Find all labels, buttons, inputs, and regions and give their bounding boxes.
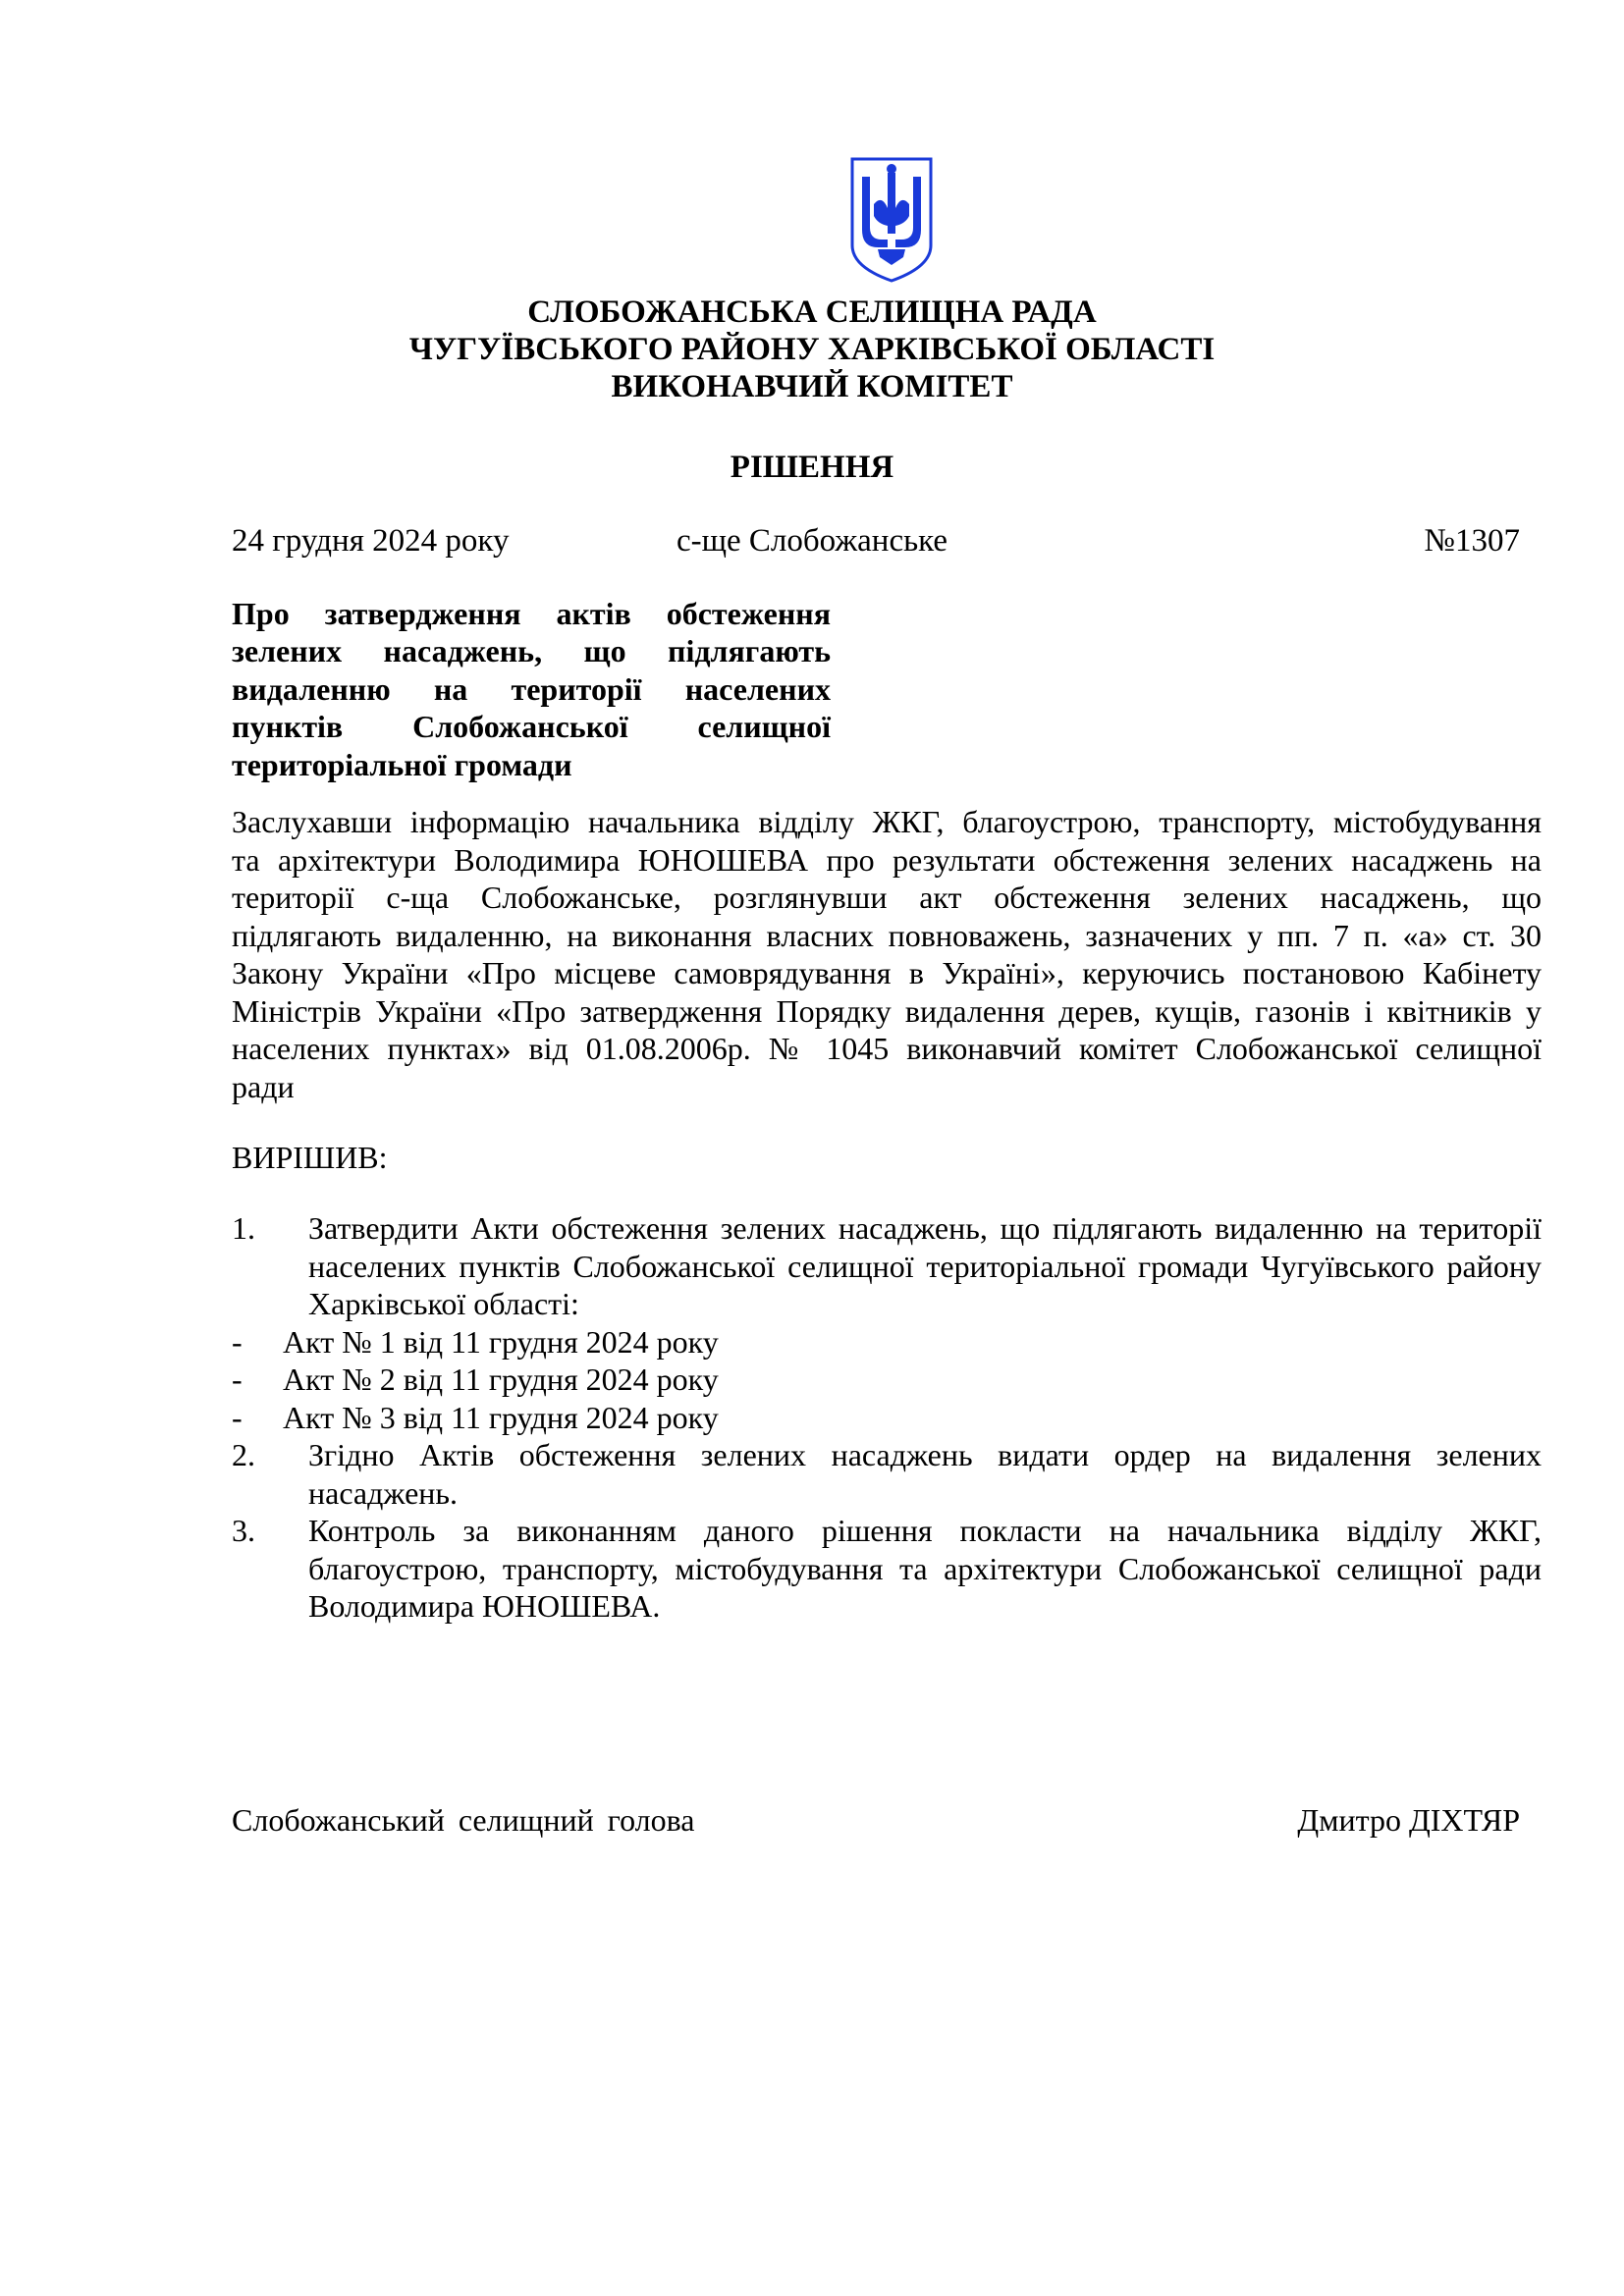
preamble-line: підлягають видаленню, на виконання власних повноважень, зазначених у пп. 7 п. «а» ст. 30 (232, 917, 1542, 953)
sub-item: - Акт № 1 від 11 грудня 2024 року (232, 1323, 719, 1360)
subject-line: видаленню на території населених (232, 670, 831, 707)
item-line: Харківської області: (308, 1286, 579, 1321)
signature-name: Дмитро ДІХТЯР (1297, 1802, 1520, 1838)
sub-item-text: Акт № 1 від 11 грудня 2024 року (283, 1323, 719, 1360)
preamble-line: території с-ща Слобожанське, розглянувши акт обстеження зелених насаджень, що (232, 880, 1542, 915)
subject-line: Про затвердження актів обстеження (232, 596, 831, 631)
decision-subject (232, 595, 831, 783)
decision-items (232, 1209, 1542, 1626)
preamble-line: Міністрів України «Про затвердження Порядку видалення дерев, кущів, газонів і квітників у (232, 992, 1542, 1029)
item-line: Контроль за виконанням даного рішення покласти на начальника відділу ЖКГ, (308, 1513, 1542, 1548)
signature-position: Слобожанський селищний голова (232, 1802, 695, 1838)
resolved-heading: ВИРІШИВ: (232, 1140, 388, 1175)
preamble-line: населених пунктах» від 01.08.2006р. № 1045 виконавчий комітет Слобожанської селищної (232, 1031, 1542, 1066)
item-line: благоустрою, транспорту, містобудування та архітектури Слобожанської селищної ради (308, 1550, 1542, 1586)
subject-line: пунктів Слобожанської селищної (232, 709, 831, 745)
coat-of-arms-icon (848, 155, 935, 285)
item-number: 1. (232, 1210, 255, 1246)
subject-line: зелених насаджень, що підлягають (232, 633, 831, 669)
preamble-line: Закону України «Про місцеве самоврядування в Україні», керуючись постановою Кабінету (232, 955, 1542, 990)
sub-item: - Акт № 3 від 11 грудня 2024 року (232, 1399, 719, 1435)
item-line: Володимира ЮНОШЕВА. (308, 1588, 661, 1624)
sub-item: - Акт № 2 від 11 грудня 2024 року (232, 1362, 719, 1397)
preamble-paragraph (232, 803, 1542, 1105)
item-number: 2. (232, 1437, 255, 1472)
decision-date: 24 грудня 2024 року (232, 523, 510, 559)
decision-place: с-ще Слобожанське (676, 523, 948, 559)
item-line: Згідно Актів обстеження зелених насаджень видати ордер на видалення зелених (308, 1437, 1542, 1472)
council-name: СЛОБОЖАНСЬКА СЕЛИЩНА РАДА (527, 294, 1097, 330)
preamble-line: ради (232, 1068, 295, 1104)
decision-item (232, 1209, 1542, 1323)
decision-title: РІШЕННЯ (730, 450, 894, 485)
item-line: населених пунктів Слобожанської селищної територіальної громади Чугуївського району (308, 1248, 1542, 1284)
decision-number: №1307 (1424, 523, 1520, 559)
decision-item (232, 1436, 1542, 1512)
subject-line: територіальної громади (232, 746, 572, 782)
item-line: Затвердити Акти обстеження зелених насаджень, що підлягають видаленню на території (308, 1210, 1542, 1246)
decision-item (232, 1512, 1542, 1626)
item-line: насаджень. (308, 1474, 459, 1511)
sub-item-text: Акт № 3 від 11 грудня 2024 року (283, 1399, 719, 1435)
item-number: 3. (232, 1513, 255, 1548)
committee-name: ВИКОНАВЧИЙ КОМІТЕТ (611, 369, 1013, 404)
district-name: ЧУГУЇВСЬКОГО РАЙОНУ ХАРКІВСЬКОЇ ОБЛАСТІ (408, 332, 1216, 367)
sub-item-text: Акт № 2 від 11 грудня 2024 року (283, 1362, 719, 1397)
preamble-line: Заслухавши інформацію начальника відділу ЖКГ, благоустрою, транспорту, містобудування (232, 804, 1542, 839)
preamble-line: та архітектури Володимира ЮНОШЕВА про результати обстеження зелених насаджень на (232, 841, 1542, 878)
